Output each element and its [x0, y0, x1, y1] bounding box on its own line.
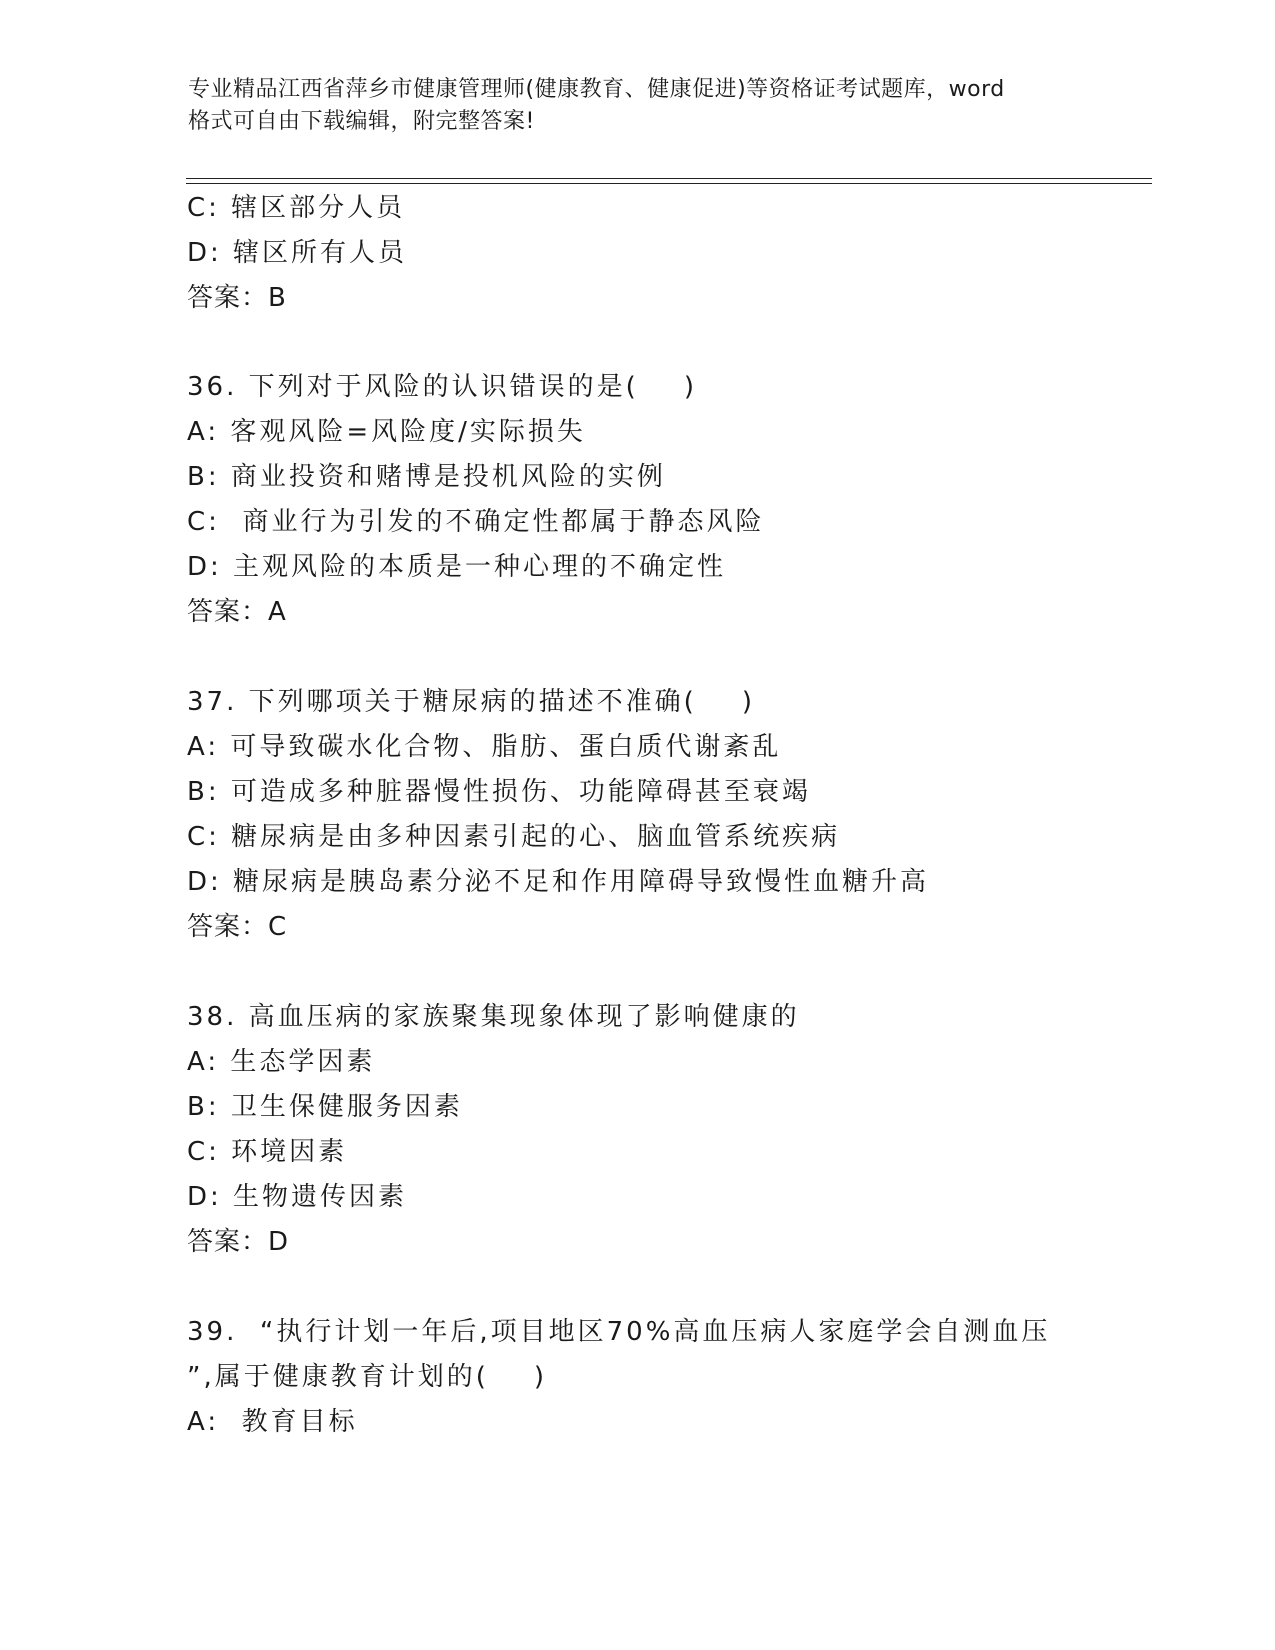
document-header: [188, 74, 1088, 138]
q36-option-b: B: 商业投资和赌博是投机风险的实例: [187, 462, 666, 492]
q39-stem-line-1: 39. “执行计划一年后,项目地区70%高血压病人家庭学会自测血压: [187, 1317, 1051, 1347]
prev-answer: 答案：B: [187, 283, 287, 313]
q37-option-d: D: 糖尿病是胰岛素分泌不足和作用障碍导致慢性血糖升高: [187, 867, 930, 897]
q36-option-c: C: 商业行为引发的不确定性都属于静态风险: [187, 507, 765, 537]
q38-option-b: B: 卫生保健服务因素: [187, 1092, 463, 1122]
prev-option-d: D: 辖区所有人员: [187, 238, 408, 268]
q37-option-a: A: 可导致碳水化合物、脂肪、蛋白质代谢紊乱: [187, 732, 782, 762]
prev-option-c: C: 辖区部分人员: [187, 193, 406, 223]
q36-stem: 36. 下列对于风险的认识错误的是( ): [187, 372, 697, 402]
q38-answer: 答案：D: [187, 1227, 290, 1257]
q38-option-a: A: 生态学因素: [187, 1047, 376, 1077]
header-divider-bottom: [186, 183, 1152, 184]
q38-option-d: D: 生物遗传因素: [187, 1182, 408, 1212]
q37-option-b: B: 可造成多种脏器慢性损伤、功能障碍甚至衰竭: [187, 777, 811, 807]
header-line-1: 专业精品江西省萍乡市健康管理师(健康教育、健康促进)等资格证考试题库，word: [188, 77, 1005, 102]
header-line-2: 格式可自由下载编辑，附完整答案!: [188, 109, 535, 134]
q36-option-a: A: 客观风险=风险度/实际损失: [187, 417, 586, 447]
q38-option-c: C: 环境因素: [187, 1137, 348, 1167]
q37-stem: 37. 下列哪项关于糖尿病的描述不准确( ): [187, 687, 755, 717]
q36-option-d: D: 主观风险的本质是一种心理的不确定性: [187, 552, 727, 582]
q39-stem-line-2: ”,属于健康教育计划的( ): [187, 1362, 548, 1392]
header-divider-top: [186, 178, 1152, 179]
q37-option-c: C: 糖尿病是由多种因素引起的心、脑血管系统疾病: [187, 822, 841, 852]
q38-stem: 38. 高血压病的家族聚集现象体现了影响健康的: [187, 1002, 800, 1032]
q36-answer: 答案：A: [187, 597, 287, 627]
q39-option-a: A: 教育目标: [187, 1407, 358, 1437]
q37-answer: 答案：C: [187, 912, 288, 942]
